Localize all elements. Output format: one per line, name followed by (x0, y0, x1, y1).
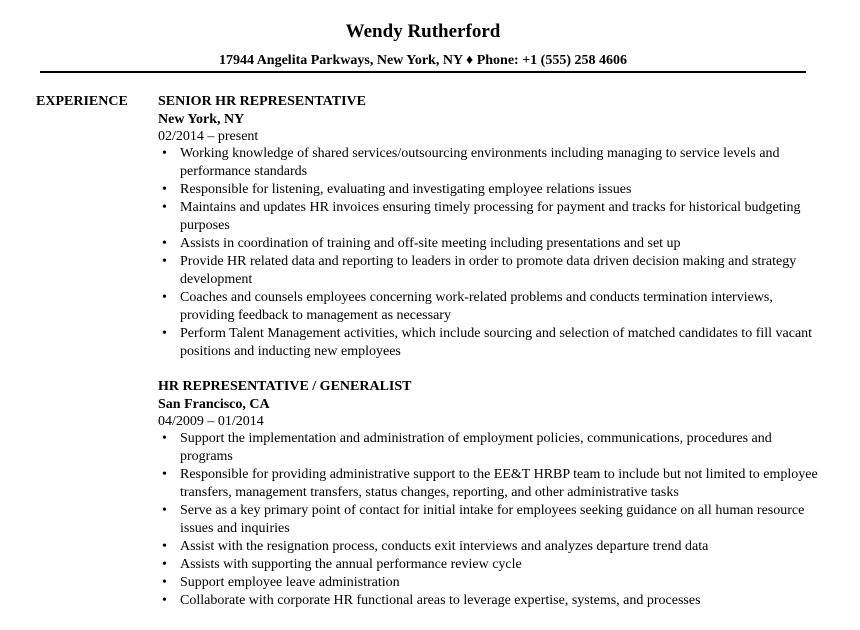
bullet-item (158, 235, 818, 253)
bullet-icon: • (162, 539, 167, 554)
bullet-item (158, 502, 818, 538)
bullet-text: Support the implementation and administration of employment policies, communications, procedures and programs (180, 431, 772, 464)
job-location: New York, NY (158, 112, 245, 127)
bullet-icon: • (162, 200, 167, 215)
job-title: SENIOR HR REPRESENTATIVE (158, 94, 366, 109)
job-title: HR REPRESENTATIVE / GENERALIST (158, 379, 412, 394)
job-bullet-list (158, 145, 818, 361)
bullet-text: Collaborate with corporate HR functional areas to leverage expertise, systems, and processes (180, 593, 701, 608)
bullet-item (158, 253, 818, 289)
bullet-icon: • (162, 503, 167, 518)
resume-name: Wendy Rutherford (345, 21, 501, 42)
job-bullet-list (158, 430, 818, 610)
bullet-item (158, 181, 818, 199)
bullet-item (158, 199, 818, 235)
job-dates: 02/2014 – present (158, 129, 259, 144)
bullet-text: Assists in coordination of training and off-site meeting including presentations and set up (180, 236, 681, 251)
bullet-item (158, 145, 818, 181)
contact-line (0, 52, 846, 70)
bullet-item (158, 430, 818, 466)
bullet-icon: • (162, 467, 167, 482)
bullet-item (158, 466, 818, 502)
bullet-text: Perform Talent Management activities, which include sourcing and selection of matched candidates to fill vacant positions and inducting new employees (180, 326, 813, 359)
bullet-icon: • (162, 557, 167, 572)
bullet-icon: • (162, 146, 167, 161)
bullet-item (158, 289, 818, 325)
bullet-text: Assists with supporting the annual performance review cycle (180, 557, 522, 572)
bullet-icon: • (162, 431, 167, 446)
bullet-item (158, 592, 818, 610)
bullet-text: Provide HR related data and reporting to leaders in order to promote data driven decision making and strategy development (180, 254, 797, 287)
bullet-icon: • (162, 254, 167, 269)
address-text: 17944 Angelita Parkways, New York, NY (218, 53, 463, 68)
section-heading-experience: EXPERIENCE (36, 94, 128, 109)
job-entry (158, 93, 818, 361)
bullet-item (158, 574, 818, 592)
header-divider (40, 71, 806, 73)
bullet-icon: • (162, 290, 167, 305)
bullet-text: Responsible for providing administrative support to the EE&T HRBP team to include but not limited to employee transfers, management transfers, status changes, reporting, and other administrative tasks (180, 467, 818, 500)
diamond-separator-icon: ♦ (466, 53, 474, 68)
bullet-item (158, 325, 818, 361)
bullet-icon: • (162, 236, 167, 251)
bullet-icon: • (162, 182, 167, 197)
bullet-item (158, 556, 818, 574)
job-location: San Francisco, CA (158, 397, 270, 412)
bullet-text: Responsible for listening, evaluating and investigating employee relations issues (180, 182, 632, 197)
bullet-text: Support employee leave administration (180, 575, 400, 590)
bullet-text: Maintains and updates HR invoices ensuring timely processing for payment and tracks for historical budgeting purposes (180, 200, 801, 233)
job-entry (158, 378, 818, 610)
job-dates: 04/2009 – 01/2014 (158, 414, 264, 429)
bullet-text: Serve as a key primary point of contact for initial intake for employees seeking guidance on all human resource issues and inquiries (180, 503, 805, 536)
bullet-text: Coaches and counsels employees concerning work-related problems and conducts termination interviews, providing feedback to management as necessary (180, 290, 773, 323)
bullet-icon: • (162, 593, 167, 608)
bullet-text: Working knowledge of shared services/outsourcing environments including managing to service levels and performance standards (180, 146, 780, 179)
phone-text: Phone: +1 (555) 258 4606 (476, 53, 628, 68)
bullet-text: Assist with the resignation process, conducts exit interviews and analyzes departure trend data (180, 539, 709, 554)
bullet-icon: • (162, 575, 167, 590)
bullet-item (158, 538, 818, 556)
bullet-icon: • (162, 326, 167, 341)
experience-content (158, 93, 818, 610)
